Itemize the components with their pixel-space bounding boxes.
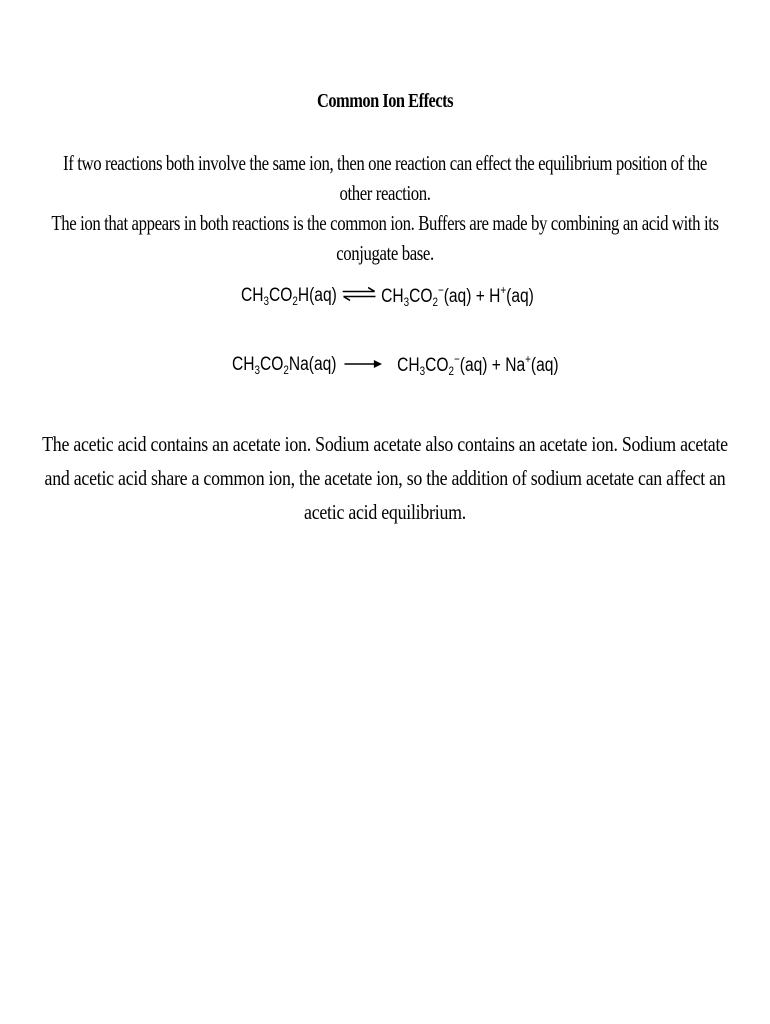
equilibrium-arrow-icon — [342, 285, 376, 307]
intro-line-1: If two reactions both involve the same ion, then one reaction can effect the equilibrium position of the other reaction. — [63, 151, 707, 205]
intro-line-3: conjugate base. — [336, 241, 434, 265]
intro-line-2: The ion that appears in both reactions is the common ion. Buffers are made by combining an acid with its — [51, 211, 719, 235]
explanation-line-3: acetic acid equilibrium. — [304, 500, 466, 524]
right-arrow-icon — [345, 354, 383, 376]
eq2-products: $CH_3CO_2^-(aq) + Na^+(aq)$ — [397, 352, 559, 378]
intro-paragraph — [45, 148, 725, 268]
sodium-acetate-dissociation-equation — [232, 352, 559, 378]
explanation-line-1: The acetic acid contains an acetate ion. Sodium acetate also contains an acetate ion. Sodium acetate — [42, 432, 728, 456]
acetic-acid-equilibrium-equation — [241, 283, 534, 309]
eq1-reactant: $CH_3CO_2H(aq)$ — [241, 284, 337, 308]
eq2-reactant: $CH_3CO_2Na(aq)$ — [232, 353, 337, 377]
eq1-products: $CH_3CO_2^-(aq) + H^+(aq)$ — [381, 283, 534, 309]
explanation-line-2: and acetic acid share a common ion, the acetate ion, so the addition of sodium acetate can affect an — [44, 466, 726, 490]
page-title: Common Ion Effects — [316, 90, 453, 112]
explanation-paragraph — [41, 427, 730, 529]
